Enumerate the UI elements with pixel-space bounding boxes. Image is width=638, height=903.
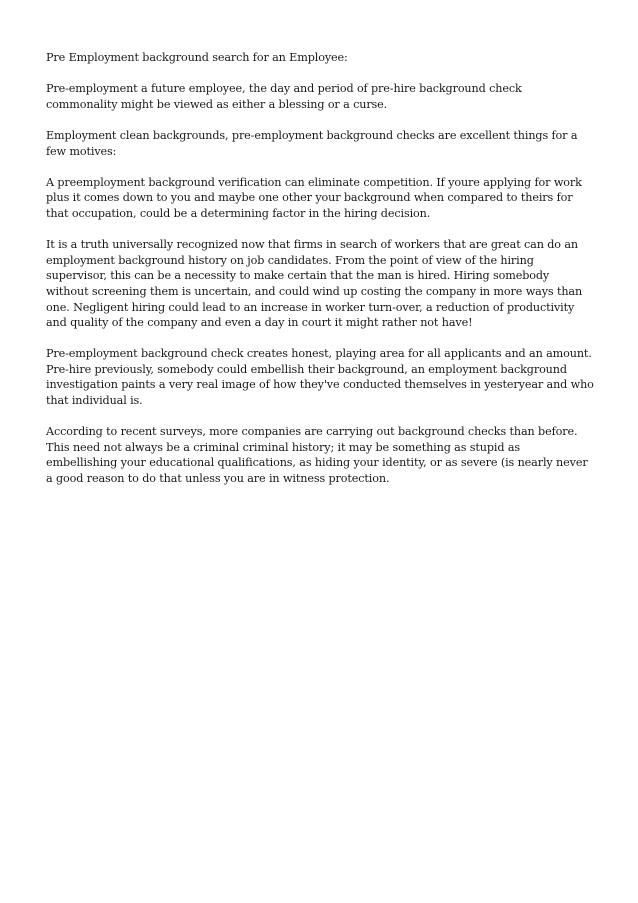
paragraph-4: It is a truth universally recognized now that firms in search of workers that are great can do an employment background history on job candidates. From the point of view of the hiring supervisor, this can be a necessity to make certain that the man is hired. Hiring somebody without screening them is uncertain, and could wind up costing the company in more ways than one. Negligent hiring could lead to an increase in worker turn-over, a reduction of productivity and quality of the company and even a day in court it might rather not have! — [46, 238, 583, 330]
paragraph-2: Employment clean backgrounds, pre-employment background checks are excellent things for a few motives: — [46, 128, 578, 158]
paragraph-1: Pre-employment a future employee, the day and period of pre-hire background check commonality might be viewed as either a blessing or a curse. — [46, 82, 522, 111]
document-body — [46, 50, 594, 502]
paragraph-6: According to recent surveys, more companies are carrying out background checks than before. This need not always be a criminal criminal history; it may be something as stupid as embellishing your educational qualifications, as hiding your identity, or as severe (is nearly never a good reason to do that unless you are in witness protection. — [46, 425, 588, 486]
document-title: Pre Employment background search for an Employee: — [46, 51, 348, 64]
paragraph-3: A preemployment background verification can eliminate competition. If youre applying for work plus it comes down to you and maybe one other your background when compared to theirs for that occupation, could be a determining factor in the hiring decision. — [46, 175, 582, 220]
paragraph-5: Pre-employment background check creates honest, playing area for all applicants and an amount. Pre-hire previously, somebody could embellish their background, an employment background investigation paints a very real image of how they've conducted themselves in yesteryear and who that individual is. — [46, 347, 594, 408]
